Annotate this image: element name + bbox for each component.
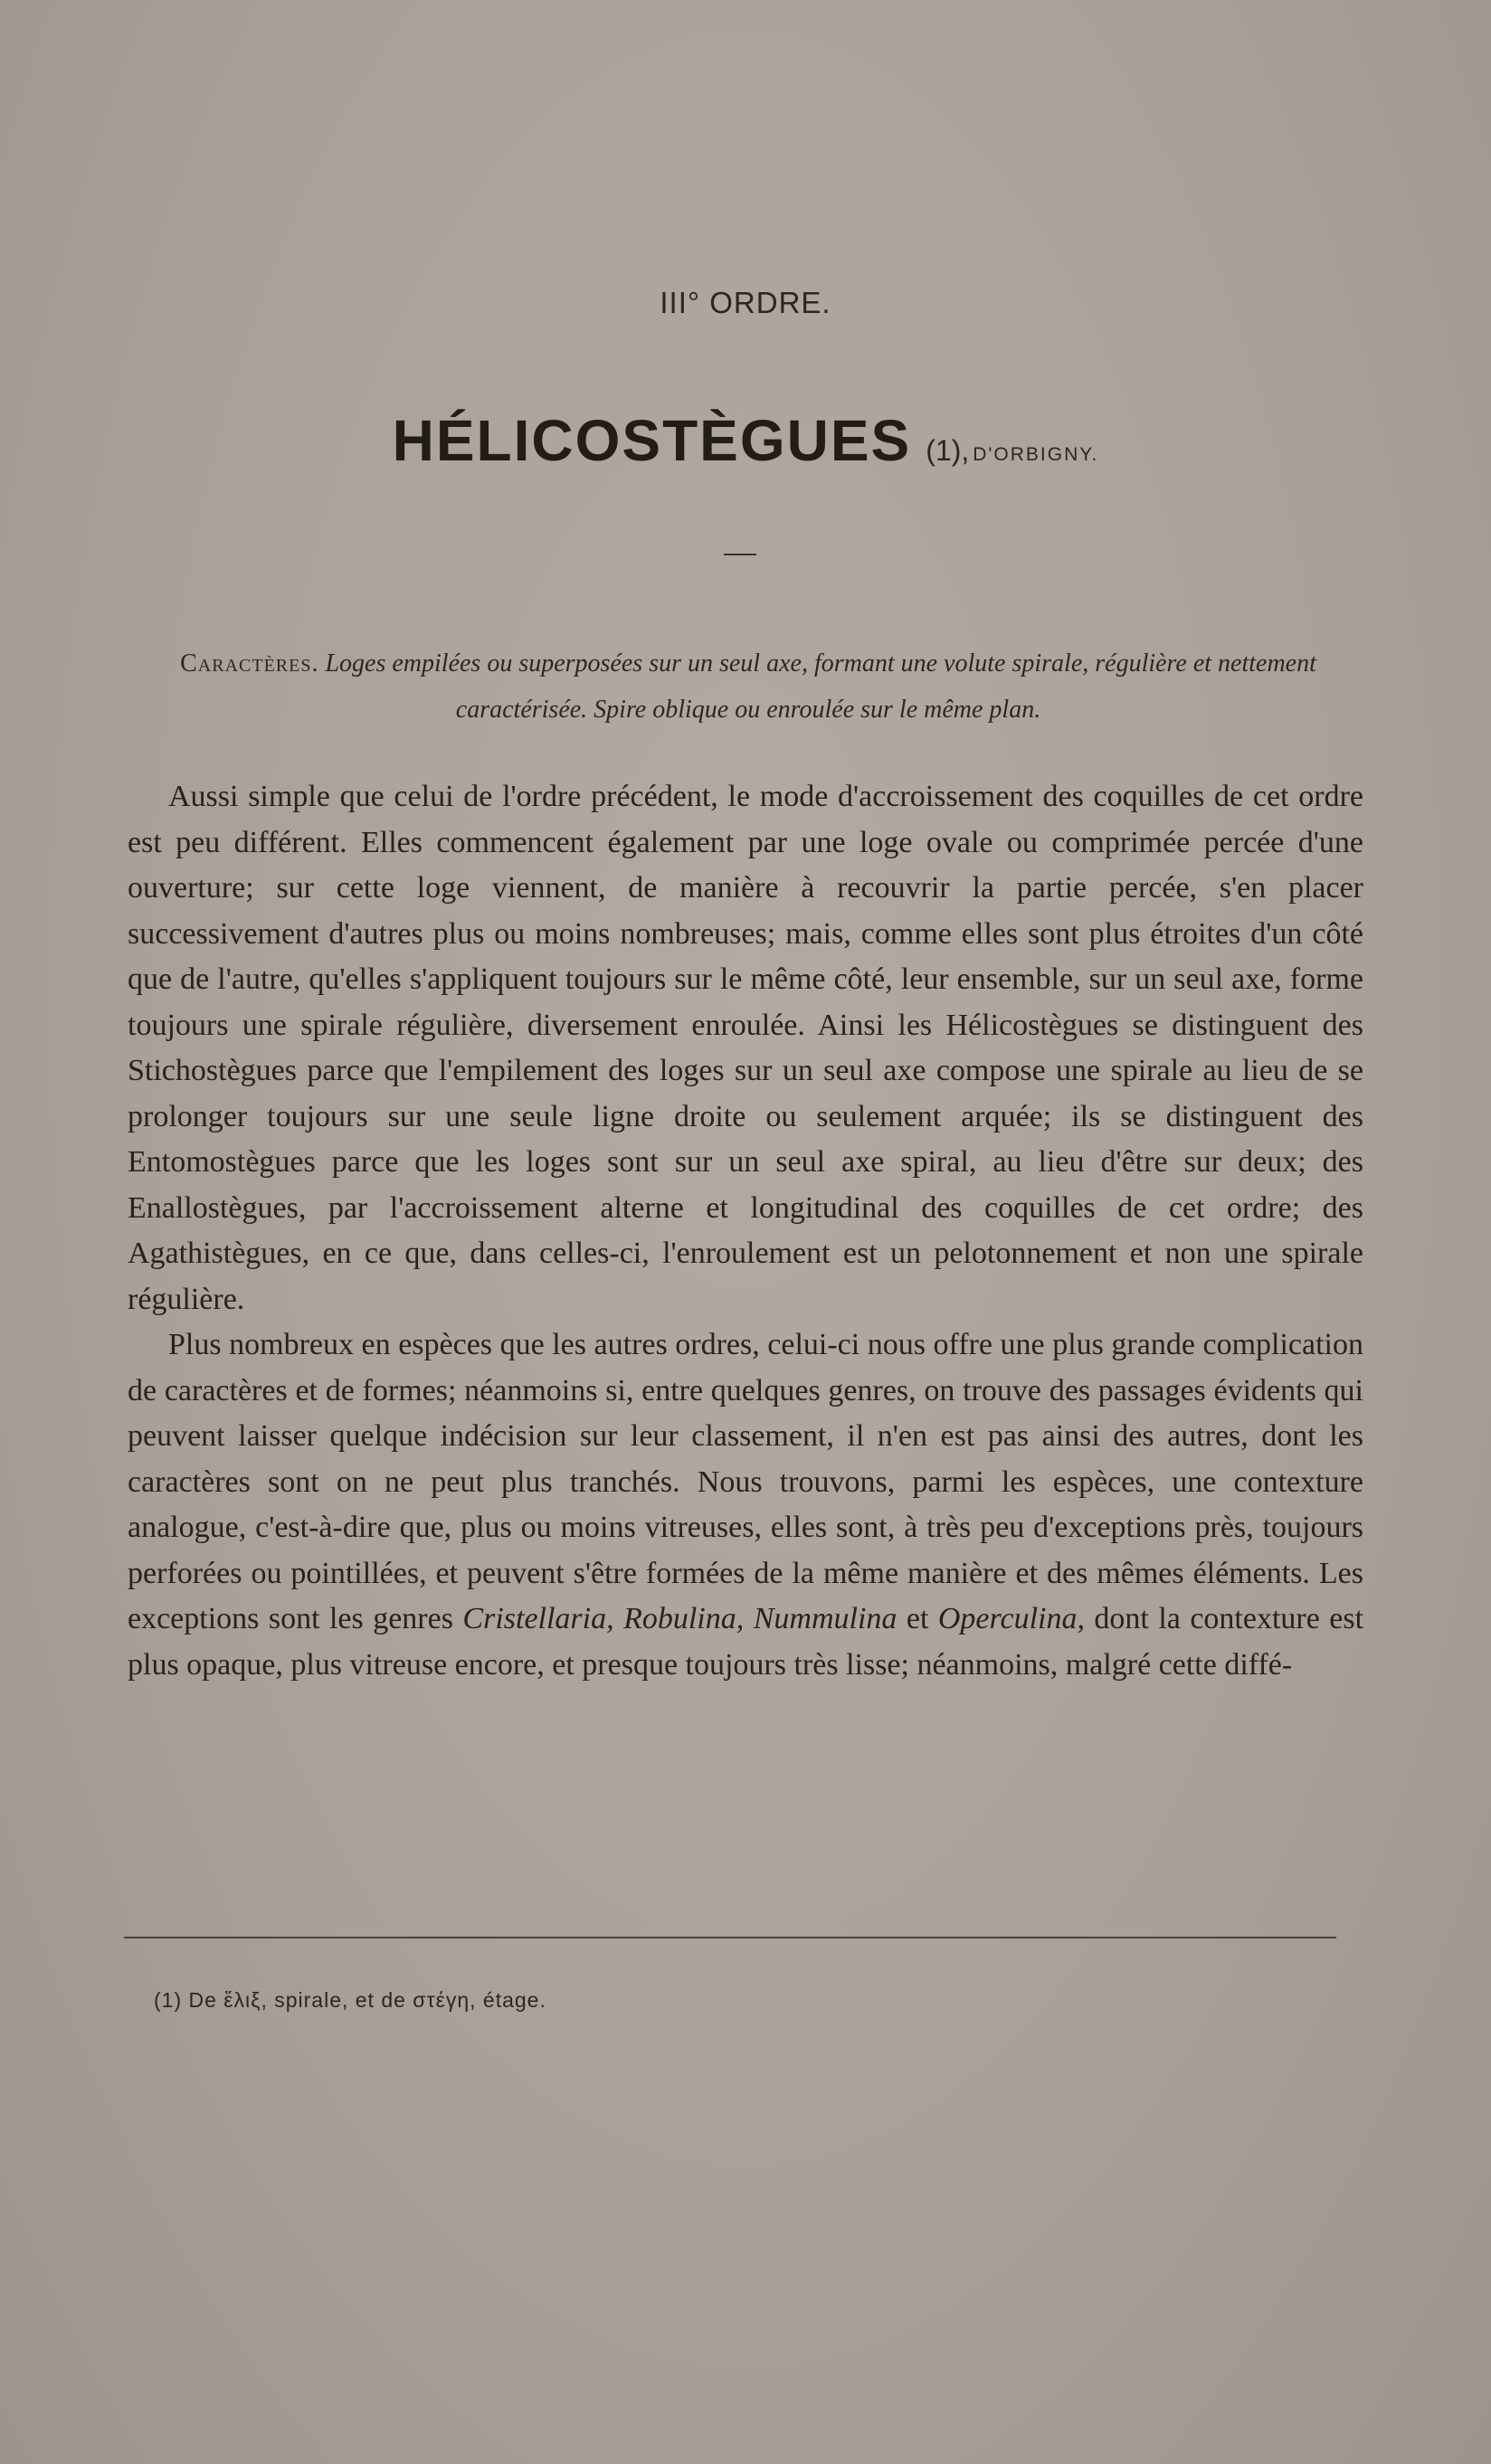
footnote-rule xyxy=(124,1937,1336,1938)
genus-name: Nummulina xyxy=(753,1602,897,1635)
characters-label: Caractères. xyxy=(180,649,319,678)
genus-name: Cristellaria, xyxy=(462,1602,614,1635)
genus-name: Robulina, xyxy=(623,1602,745,1635)
paragraph xyxy=(128,1322,1363,1688)
paragraph-text: Plus nombreux en espèces que les autres ordres, celui-ci nous offre une plus grande complication de caractères et de formes; néanmoins si, entre quelques genres, on trouve des passages évidents qui peuvent laisser quelque indécision sur leur classement, il n'en est pas ainsi des autres, dont les caractères sont on ne peut plus tranchés. Nous trouvons, parmi les espèces, une contexture analogue, c'est-à-dire que, plus ou moins vitreuses, elles sont, à très peu d'exceptions près, toujours perforées ou pointillées, et peuvent s'être formées de la même manière et des mêmes éléments. Les exceptions sont les genres xyxy=(128,1328,1363,1635)
title-author: D'ORBIGNY. xyxy=(973,444,1099,465)
paragraph-text: dont la contexture est plus opaque, plus vitreuse encore, et presque toujours très lisse; néanmoins, malgré cette diffé- xyxy=(128,1602,1364,1682)
title-footnote-ref: (1), xyxy=(926,434,970,467)
characters-text: Loges empilées ou superposées sur un seul axe, formant une volute spirale, régulière et nettement caractérisée. Spire oblique ou enroulée sur le même plan. xyxy=(325,649,1316,724)
body-text xyxy=(128,774,1363,1688)
title-line xyxy=(0,407,1491,474)
title-separator xyxy=(724,554,756,555)
footnote: (1) De ἕλιξ, spirale, et de στέγη, étage. xyxy=(154,1988,546,2012)
connector-text: et xyxy=(897,1602,938,1635)
characters-block xyxy=(165,640,1332,733)
genus-name: Operculina, xyxy=(937,1602,1085,1635)
main-title: HÉLICOSTÈGUES xyxy=(392,408,912,473)
order-heading: III° ORDRE. xyxy=(660,286,831,319)
paragraph: Aussi simple que celui de l'ordre précédent, le mode d'accroissement des coquilles de cet ordre est peu différent. Elles commencent également par une loge ovale ou comprimée percée d'une ouverture; sur cette loge viennent, de manière à recouvrir la partie percée, s'en placer successivement d'autres plus ou moins nombreuses; mais, comme elles sont plus étroites d'un côté que de l'autre, qu'elles s'appliquent toujours sur le même côté, leur ensemble, sur un seul axe, forme toujours une spirale régulière, diversement enroulée. Ainsi les Hélicostègues se distinguent des Stichostègues parce que l'empilement des loges sur un seul axe compose une spirale au lieu de se prolonger toujours sur une seule ligne droite ou seulement arquée; ils se distinguent des Entomostègues parce que les loges sont sur un seul axe spiral, au lieu d'être sur deux; des Enallostègues, par l'accroissement alterne et longitudinal des coquilles de cet ordre; des Agathistègues, en ce que, dans celles-ci, l'enroulement est un pelotonnement et non une spirale régulière. xyxy=(128,780,1363,1316)
